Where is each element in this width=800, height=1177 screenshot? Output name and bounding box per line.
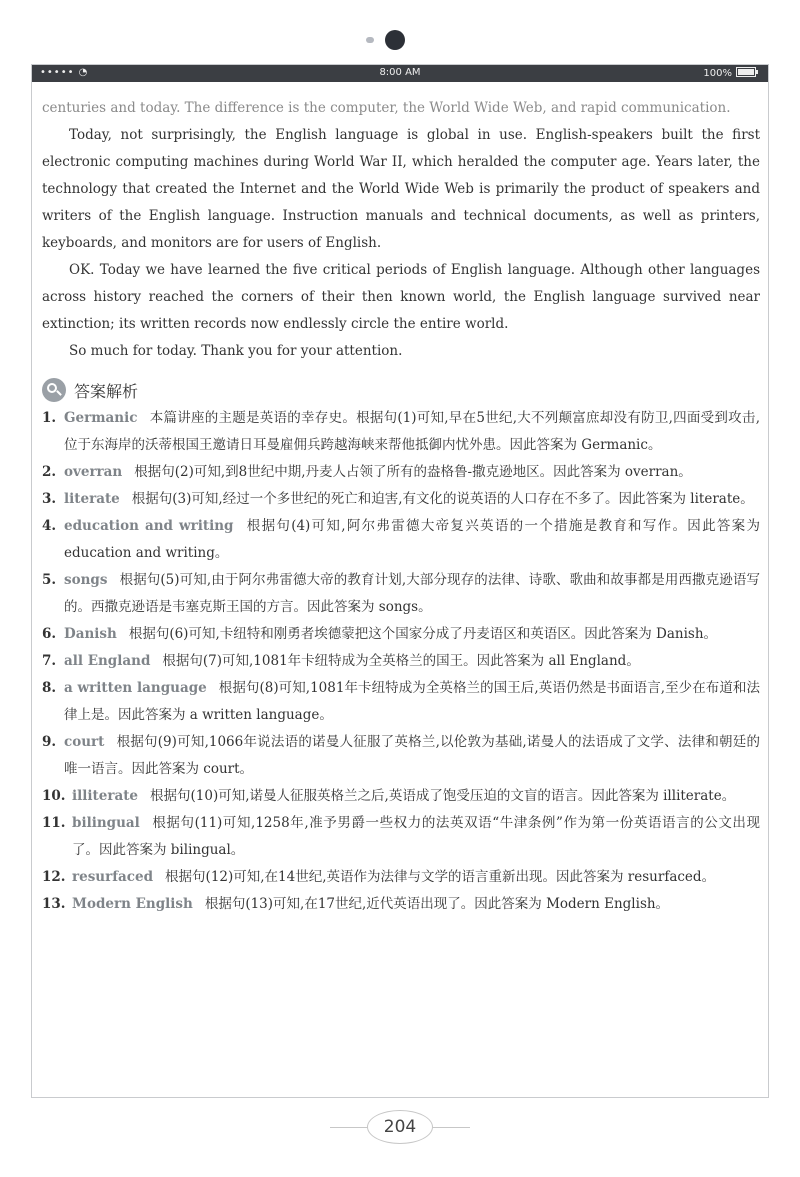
answer-item: [42, 405, 760, 459]
answer-explanation: 根据句(13)可知,在17世纪,近代英语出现了。因此答案为 Modern English。: [204, 896, 670, 912]
answer-item: [42, 783, 760, 810]
answer-item: [42, 729, 760, 783]
section-title: 答案解析: [74, 381, 139, 401]
page-content: [42, 95, 760, 918]
answer-explanation: 根据句(3)可知,经过一个多世纪的死亡和迫害,有文化的说英语的人口存在不多了。因此答案为 literate。: [131, 491, 754, 507]
answer-key: Germanic: [64, 410, 138, 426]
answer-item: [42, 567, 760, 621]
answer-key: education and writing: [64, 518, 234, 534]
answer-explanation: 根据句(8)可知,1081年卡纽特成为全英格兰的国王后,英语仍然是书面语言,至少在布道和法律上是。因此答案为 a written language。: [64, 680, 760, 723]
answer-key: overran: [64, 464, 123, 480]
answer-list: [42, 405, 760, 918]
battery-percent: 100%: [703, 68, 732, 79]
signal-dots: •••••: [40, 67, 79, 78]
answer-explanation: 根据句(12)可知,在14世纪,英语作为法律与文学的语言重新出现。因此答案为 resurfaced。: [165, 869, 716, 885]
answer-item: [42, 675, 760, 729]
passage-paragraph: Today, not surprisingly, the English language is global in use. English-speakers built the first electronic computing machines during World War II, which heralded the computer age. Years later, the technology that created the Internet and the World Wide Web is primarily the product of speakers and writers of the English language. Instruction manuals and technical documents, as well as printers, keyboards, and monitors are for users of English.: [42, 127, 760, 251]
answer-key: literate: [64, 491, 120, 507]
status-time: 8:00 AM: [379, 67, 421, 78]
passage-paragraph: centuries and today. The difference is the computer, the World Wide Web, and rapid communication.: [42, 100, 731, 116]
answer-key: Danish: [64, 626, 117, 642]
sensor-dot: [366, 37, 374, 43]
answer-key: a written language: [64, 680, 207, 696]
answer-number: 11.: [42, 815, 66, 831]
answer-item: [42, 891, 760, 918]
battery-status: [703, 67, 756, 79]
answer-explanation: 根据句(10)可知,诺曼人征服英格兰之后,英语成了饱受压迫的文盲的语言。因此答案为 illiterate。: [150, 788, 736, 804]
answer-number: 13.: [42, 896, 66, 912]
answer-item: [42, 810, 760, 864]
answer-key: Modern English: [72, 896, 193, 912]
answer-item: [42, 648, 760, 675]
answer-item: [42, 621, 760, 648]
answer-explanation: 根据句(11)可知,1258年,准予男爵一些权力的法英双语“牛津条例”作为第一份英语语言的公文出现了。因此答案为 bilingual。: [72, 815, 760, 858]
answer-number: 6.: [42, 626, 57, 642]
answer-key: songs: [64, 572, 108, 588]
device-camera: [0, 28, 800, 52]
page-footer: [0, 1108, 800, 1148]
answer-explanation: 根据句(5)可知,由于阿尔弗雷德大帝的教育计划,大部分现存的法律、诗歌、歌曲和故事都是用西撒克逊语写的。西撒克逊语是韦塞克斯王国的方言。因此答案为 songs。: [64, 572, 760, 615]
answer-number: 12.: [42, 869, 66, 885]
answer-item: [42, 486, 760, 513]
answer-number: 8.: [42, 680, 57, 696]
passage-paragraph: OK. Today we have learned the five critical periods of English language. Although other languages across history reached the corners of their then known world, the English language survived near extinction; its written records now endlessly circle the entire world.: [42, 262, 760, 332]
answer-number: 4.: [42, 518, 57, 534]
answer-number: 9.: [42, 734, 57, 750]
magnifier-icon: [42, 378, 66, 402]
answer-number: 1.: [42, 410, 57, 426]
answer-item: [42, 459, 760, 486]
answer-number: 3.: [42, 491, 57, 507]
answer-number: 2.: [42, 464, 57, 480]
answer-item: [42, 513, 760, 567]
answer-explanation: 根据句(4)可知,阿尔弗雷德大帝复兴英语的一个措施是教育和写作。因此答案为 education and writing。: [64, 518, 760, 561]
battery-icon: [736, 67, 756, 77]
answer-number: 7.: [42, 653, 57, 669]
camera-lens: [385, 30, 405, 50]
answer-key: all England: [64, 653, 151, 669]
answer-explanation: 根据句(6)可知,卡纽特和刚勇者埃德蒙把这个国家分成了丹麦语区和英语区。因此答案为 Danish。: [128, 626, 718, 642]
section-heading: [42, 375, 760, 405]
tablet-screen: [31, 64, 769, 1098]
answer-explanation: 根据句(9)可知,1066年说法语的诺曼人征服了英格兰,以伦敦为基础,诺曼人的法语成了文学、法律和朝廷的唯一语言。因此答案为 court。: [64, 734, 760, 777]
answer-explanation: 本篇讲座的主题是英语的幸存史。根据句(1)可知,早在5世纪,大不列颠富庶却没有防卫,四面受到攻击,位于东海岸的沃蒂根国王邀请日耳曼雇佣兵跨越海峡来帮他抵御内忧外患。因此答案为 Germanic。: [64, 410, 760, 453]
status-bar: [32, 65, 768, 82]
answer-key: resurfaced: [72, 869, 154, 885]
answer-key: illiterate: [72, 788, 139, 804]
answer-number: 10.: [42, 788, 66, 804]
answer-explanation: 根据句(2)可知,到8世纪中期,丹麦人占领了所有的盎格鲁-撒克逊地区。因此答案为 overran。: [134, 464, 692, 480]
answer-explanation: 根据句(7)可知,1081年卡纽特成为全英格兰的国王。因此答案为 all England。: [162, 653, 640, 669]
wifi-icon: ◔: [78, 67, 89, 78]
passage-paragraph: So much for today. Thank you for your attention.: [69, 343, 403, 359]
page-number: 204: [367, 1110, 433, 1144]
answer-item: [42, 864, 760, 891]
answer-key: bilingual: [72, 815, 140, 831]
answer-number: 5.: [42, 572, 57, 588]
answer-key: court: [64, 734, 105, 750]
